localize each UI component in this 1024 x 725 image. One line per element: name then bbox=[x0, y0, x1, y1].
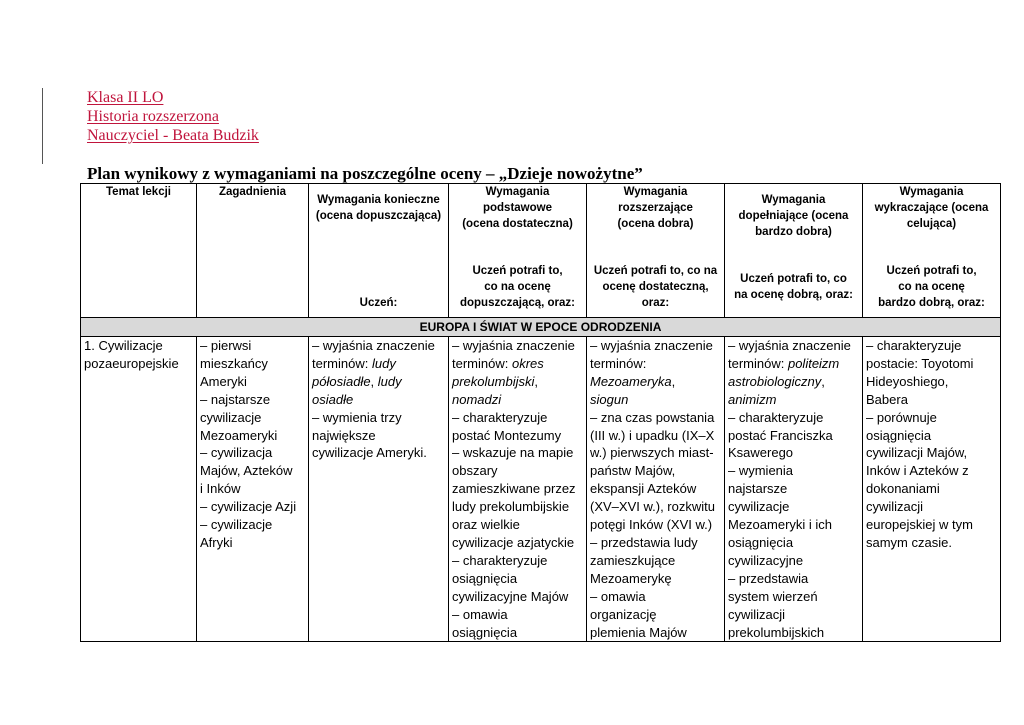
col-header-podstawowe: Wymagania podstawowe (ocena dostateczna) Uczeń potrafi to, co na ocenę dopuszczającą, oraz: bbox=[449, 184, 587, 318]
section-row bbox=[81, 318, 1001, 337]
col-header-konieczne: Wymagania konieczne (ocena dopuszczająca) Uczeń: bbox=[309, 184, 449, 318]
document-header bbox=[87, 88, 259, 145]
section-title: EUROPA I ŚWIAT W EPOCE ODRODZENIA bbox=[81, 318, 1001, 337]
requirements-table bbox=[80, 183, 1001, 642]
table-row bbox=[81, 337, 1001, 642]
dopelniajace-cell: – wyjaśnia znaczenie terminów: politeizm astrobiologiczny, animizm – charakteryzuje postać Franciszka Ksawerego – wymienia najstarsze cywilizacje Mezoameryki i ich osiągnięcia cywilizacyjne – przedstawia system wierzeń cywilizacji prekolumbijskich bbox=[725, 337, 863, 642]
class-line: Klasa II LO bbox=[87, 89, 164, 106]
konieczne-cell: – wyjaśnia znaczenie terminów: ludy półosiadłe, ludy osiadłe – wymienia trzy największe cywilizacje Ameryki. bbox=[309, 337, 449, 642]
col-header-issues: Zagadnienia bbox=[197, 184, 309, 318]
col-header-topic: Temat lekcji bbox=[81, 184, 197, 318]
rozszerzajace-cell: – wyjaśnia znaczenie terminów: Mezoameryka, siogun – zna czas powstania (III w.) i upadku (IX–X w.) pierwszych miast- państw Majów, ekspansji Azteków (XV–XVI w.), rozkwitu potęgi Inków (XVI w.) – przedstawia ludy zamieszkujące Mezoamerykę – omawia organizację plemienia Majów bbox=[587, 337, 725, 642]
issues-cell: – pierwsi mieszkańcy Ameryki – najstarsze cywilizacje Mezoameryki – cywilizacja Majów, Azteków i Inków – cywilizacje Azji – cywilizacje Afryki bbox=[197, 337, 309, 642]
col-header-rozszerzajace: Wymagania rozszerzające (ocena dobra) Uczeń potrafi to, co na ocenę dostateczną, oraz: bbox=[587, 184, 725, 318]
plan-title: Plan wynikowy z wymaganiami na poszczególne oceny – „Dzieje nowożytne” bbox=[87, 164, 643, 183]
podstawowe-cell: – wyjaśnia znaczenie terminów: okres prekolumbijski, nomadzi – charakteryzuje postać Montezumy – wskazuje na mapie obszary zamieszkiwane przez ludy prekolumbijskie oraz wielkie cywilizacje azjatyckie – charakteryzuje osiągnięcia cywilizacyjne Majów – omawia osiągnięcia bbox=[449, 337, 587, 642]
col-header-dopelniajace: Wymagania dopełniające (ocena bardzo dobra) Uczeń potrafi to, co na ocenę dobrą, oraz: bbox=[725, 184, 863, 318]
col-header-wykraczajace: Wymagania wykraczające (ocena celująca) Uczeń potrafi to, co na ocenę bardzo dobrą, oraz: bbox=[863, 184, 1001, 318]
subject-line: Historia rozszerzona bbox=[87, 108, 219, 125]
topic-cell: 1. Cywilizacje pozaeuropejskie bbox=[81, 337, 197, 642]
wykraczajace-cell: – charakteryzuje postacie: Toyotomi Hideyoshiego, Babera – porównuje osiągnięcia cywilizacji Majów, Inków i Azteków z dokonaniami cywilizacji europejskiej w tym samym czasie. bbox=[863, 337, 1001, 642]
margin-line bbox=[42, 88, 43, 164]
table-header-row bbox=[81, 184, 1001, 318]
teacher-line: Nauczyciel - Beata Budzik bbox=[87, 127, 259, 144]
